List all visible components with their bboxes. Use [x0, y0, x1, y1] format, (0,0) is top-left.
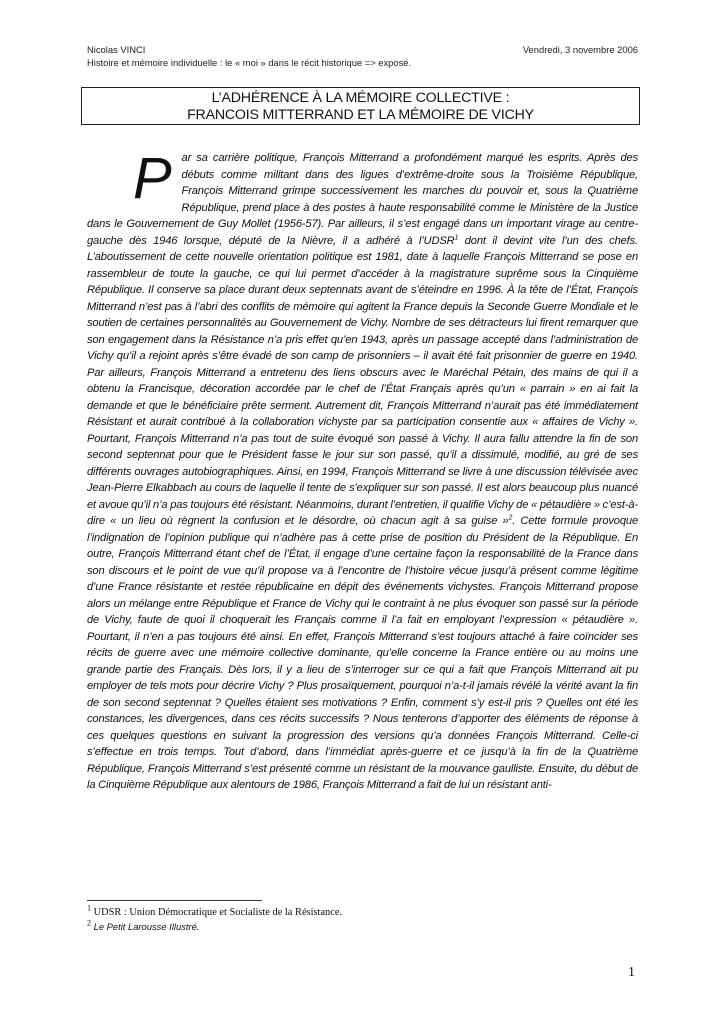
title-box — [81, 87, 640, 125]
footnote-2-text: Le Petit Larousse Illustré. — [91, 921, 200, 932]
page-number: 1 — [628, 965, 635, 980]
footnote-1 — [87, 903, 638, 920]
footnote-2-number: 2 — [87, 918, 91, 928]
body-segment-2: dont il devint vite l’un des chefs. L’aboutissement de cette nouvelle orientation politique est 1981, date à laquelle François Mitterrand se pose en rassembleur de toute la gauche, ce qui lui permet d’accéder à la magistrature suprême sous la Cinquième République. Il conserve sa place durant deux septennats avant de s’éteindre en 1996. À la tête de l’État, François Mitterrand n’est pas à l’abri des conflits de mémoire qui agitent la France depuis la Seconde Guerre Mondiale et le soutien de certaines personnalités au Gouvernement de Vichy. Nombre de ses détracteurs lui firent remarquer que son engagement dans la Résistance n’a pris effet qu’en 1943, après un passage accepté dans l’administration de Vichy qu’il a rejoint après s’être évadé de son camp de prisonniers – il avait été fait prisonnier de guerre en 1940. Par ailleurs, François Mitterrand a entretenu des liens obscurs avec le Maréchal Pétain, des mains de qui il a obtenu la Francisque, décoration accordée par le chef de l’État Français après qu’un « parrain » en ai fait la demande et que le bénéficiaire prête serment. Autrement dit, François Mitterrand n’aurait pas été immédiatement Résistant et aurait contribué à la collaboration vichyste par sa participation consentie aux « affaires de Vichy ». Pourtant, François Mitterrand n’a pas tout de suite évoqué son passé à Vichy. Il aura fallu attendre la fin de son second septennat pour que le Président fasse le jour sur son passé, qu’il a dissimulé, modifié, au gré de ses différents ouvrages autobiographiques. Ainsi, en 1994, François Mitterrand se livre à une discussion télévisée avec Jean-Pierre Elkabbach au cours de laquelle il tente de s’expliquer sur son passé. Il est alors beaucoup plus nuancé et avoue qu’il n’a pas toujours été résistant. Néanmoins, durant l’entretien, il qualifie Vichy de « pétaudière » c’est-à-dire « un lieu où règnent la confusion et le désordre, où chacun agit à sa guise » — [87, 234, 638, 527]
body-segment-1: ar sa carrière politique, François Mitterrand a profondément marqué les esprits. Après des débuts comme militant dans des ligues d’extrême-droite sous la Troisième République, François Mitterrand grimpe successivement les marches du pouvoir et, sous la Quatrième République, prend place à des postes à haute responsabilité comme le Ministère de la Justice dans le Gouvernement de Guy Mollet (1956-57). Par ailleurs, il s’est engagé dans un important virage au centre-gauche dès 1946 lorsque, député de la Nièvre, il a adhéré à l’UDSR — [87, 152, 638, 247]
title-line-2: FRANCOIS MITTERRAND ET LA MÉMOIRE DE VICHY — [187, 107, 534, 123]
title-line-1: L’ADHÉRENCE À LA MÉMOIRE COLLECTIVE : — [211, 90, 510, 106]
page-header — [87, 43, 638, 69]
footnote-ref-1[interactable]: 1 — [454, 233, 459, 241]
header-subtitle: Histoire et mémoire individuelle : le « moi » dans le récit historique => exposé. — [87, 57, 412, 68]
footnotes — [87, 903, 638, 935]
footnote-rule — [87, 900, 262, 901]
drop-cap: P — [133, 146, 172, 211]
footnote-1-number: 1 — [87, 903, 91, 913]
body-text — [87, 146, 638, 794]
footnote-ref-2[interactable]: 2 — [508, 514, 513, 522]
footnote-2 — [87, 920, 638, 935]
body-segment-3: . Cette formule provoque l’indignation de l’opinion publique qui n’adhère pas à cette prise de position du Président de la République. En outre, François Mitterrand étant chef de l’État, il engage d’une certaine façon la responsabilité de la France dans son discours et le point de vue qu’il propose va à l’encontre de l’histoire vécue jusqu’à présent comme légitime d’une France résistante et restée républicaine en dépit des événements vichystes. François Mitterrand propose alors un mélange entre République et France de Vichy qui le contraint à ne plus évoquer son passé sur la période de Vichy, faute de quoi il choquerait les Français comme il l’a fait en employant l’expression « pétaudière ». Pourtant, il n’en a pas toujours été ainsi. En effet, François Mitterrand s’est toujours attaché à faire coïncider ses récits de guerre avec une mémoire collective dominante, qu’elle concerne la France entière ou au moins une grande partie des Français. Dès lors, il y a lieu de s’interroger sur ce qui a fait que François Mitterrand ait pu employer de tels mots pour décrire Vichy ? Plus prosaïquement, pourquoi n’a-t-il jamais révélé la vérité avant la fin de son second septennat ? Quelles étaient ses motivations ? Enfin, comment s’y est-il pris ? Quelles ont été les constances, les divergences, dans ces récits successifs ? Nous tenterons d’apporter des éléments de réponse à ces quelques questions en suivant la progression des versions qu’a données François Mitterrand. Celle-ci s’effectue en trois temps. Tout d’abord, dans l’immédiat après-guerre et ce jusqu’à la fin de la Quatrième République, François Mitterrand s’est présenté comme un résistant de la mouvance gaulliste. Ensuite, du début de la Cinquième République aux alentours de 1986, François Mitterrand a fait de lui un résistant anti- — [87, 515, 638, 791]
header-author: Nicolas VINCI — [87, 44, 146, 55]
footnote-1-text: UDSR : Union Démocratique et Socialiste de la Résistance. — [91, 907, 343, 918]
header-date: Vendredi, 3 novembre 2006 — [522, 44, 638, 55]
